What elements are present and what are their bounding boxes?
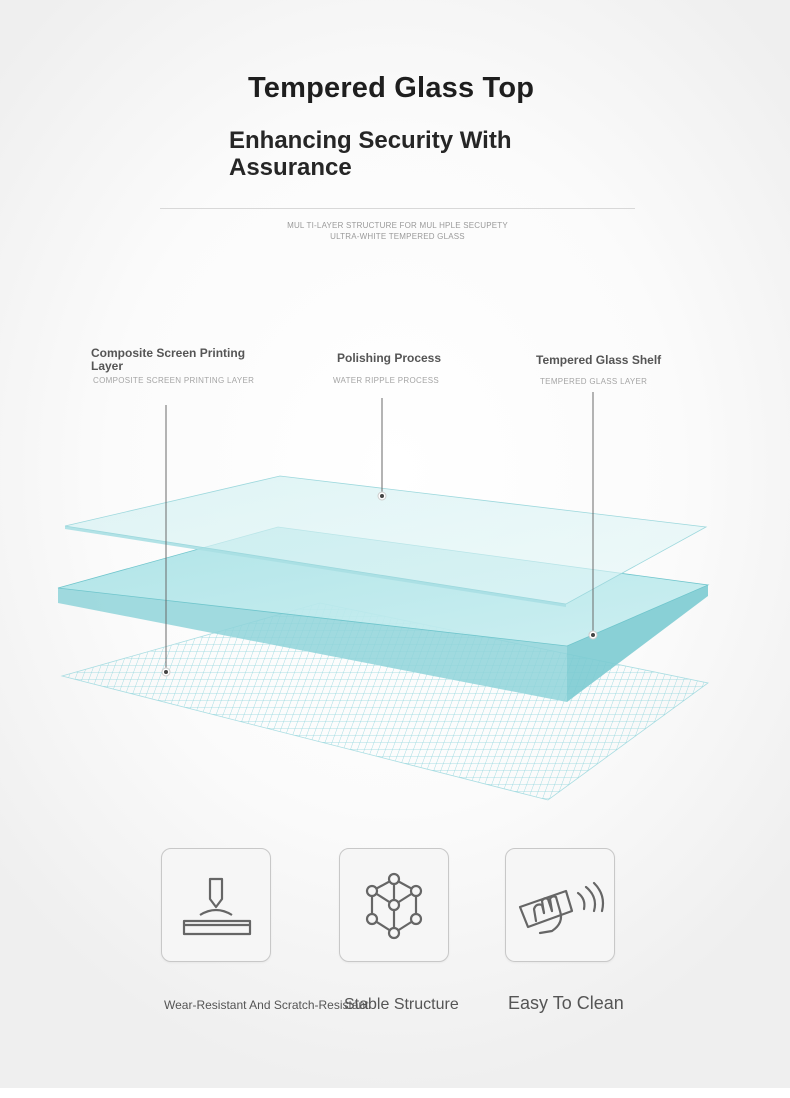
feature-wear-resistant bbox=[161, 848, 271, 962]
molecule-cube-icon bbox=[340, 849, 450, 963]
layer-label-screen-printing: Composite Screen Printing Layer bbox=[91, 346, 246, 373]
page-title: Tempered Glass Top bbox=[248, 72, 535, 104]
layer-label-tempered-glass: Tempered Glass Shelf bbox=[536, 353, 662, 367]
feature-stable-structure bbox=[339, 848, 449, 962]
caption-line-2: ULTRA-WHITE TEMPERED GLASS bbox=[330, 232, 465, 241]
wipe-clean-icon bbox=[506, 849, 616, 963]
laser-engraving-icon bbox=[162, 849, 272, 963]
page-subtitle: Enhancing Security With Assurance bbox=[229, 127, 512, 181]
layer-label-polishing: Polishing Process bbox=[337, 351, 442, 365]
feature-label-easy-clean: Easy To Clean bbox=[508, 993, 624, 1013]
feature-easy-clean bbox=[505, 848, 615, 962]
feature-label-wear-resistant: Wear-Resistant And Scratch-Resistant bbox=[164, 998, 369, 1012]
layer-sublabel-tempered-glass: TEMPERED GLASS LAYER bbox=[540, 377, 648, 386]
layer-sublabel-polishing: WATER RIPPLE PROCESS bbox=[333, 376, 440, 385]
layer-sublabel-screen-printing: COMPOSITE SCREEN PRINTING LAYER bbox=[93, 376, 255, 385]
feature-label-stable-structure: Stable Structure bbox=[344, 996, 459, 1013]
caption-line-1: MUL TI-LAYER STRUCTURE FOR MUL HPLE SECUPETY bbox=[287, 221, 508, 230]
